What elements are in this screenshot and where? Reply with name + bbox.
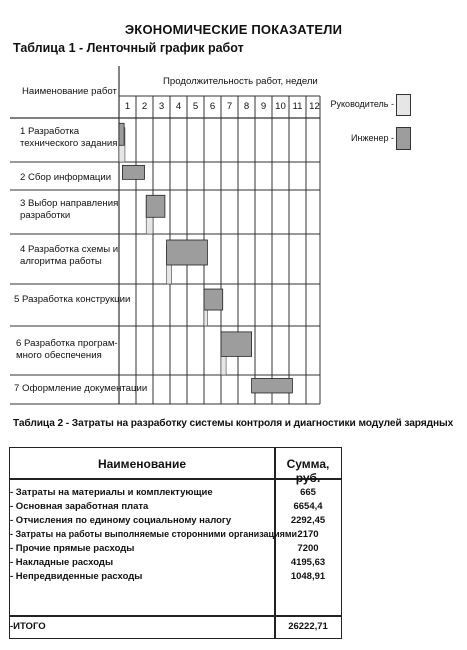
task-1-line-1: 1 Разработка <box>20 126 80 137</box>
task-5-line-1: 5 Разработка конструкции <box>14 294 131 305</box>
legend-manager-swatch <box>396 94 411 116</box>
week-label-5: 5 <box>192 101 199 112</box>
task-4-engineer-bar <box>167 240 208 265</box>
cost-row-7-name: - Непредвиденные расходы <box>10 571 143 582</box>
cost-row-1-name: - Затраты на материалы и комплектующие <box>10 487 213 498</box>
task-label-1 <box>20 126 117 150</box>
cost-table-total-rule <box>10 615 341 617</box>
week-label-4: 4 <box>175 101 182 112</box>
week-label-12: 12 <box>309 101 320 112</box>
week-label-9: 9 <box>260 101 267 112</box>
cost-row-5-name: - Прочие прямые расходы <box>10 543 135 554</box>
task-label-3 <box>20 198 118 222</box>
cost-total-label: -ИТОГО <box>10 621 46 632</box>
week-label-6: 6 <box>209 101 216 112</box>
task-label-5 <box>14 294 130 306</box>
table1-title: Таблица 1 - Ленточный график работ <box>13 41 244 55</box>
legend-engineer-label: Инженер - <box>351 133 394 143</box>
task-7-engineer-bar <box>252 378 293 393</box>
task-5-engineer-bar <box>204 289 223 310</box>
task-3-line-2: разработки <box>20 210 71 221</box>
task-6-engineer-bar <box>221 332 252 357</box>
week-label-3: 3 <box>158 101 165 112</box>
cost-total-value: 26222,71 <box>288 621 328 632</box>
table2-title: Таблица 2 - Затраты на разработку системы контроля и диагностики модулей зарядных <box>13 418 454 429</box>
task-2-engineer-bar <box>122 165 144 179</box>
cost-row-6-value: 4195,63 <box>290 557 326 568</box>
legend-manager-label: Руководитель - <box>330 99 394 109</box>
cost-row-7-value: 1048,91 <box>290 571 326 582</box>
cost-row-6-name: - Накладные расходы <box>10 557 114 568</box>
task-label-6 <box>16 338 118 362</box>
cost-header-sum: Сумма, руб. <box>286 457 330 485</box>
task-column-header: Наименование работ <box>22 86 117 97</box>
task-7-line-1: 7 Оформление документации <box>14 383 148 394</box>
task-4-line-2: алгоритма работы <box>20 256 102 267</box>
cost-header-name: Наименование <box>97 457 187 471</box>
task-1-line-2: технического задания <box>20 138 118 149</box>
week-label-11: 11 <box>292 101 303 112</box>
week-label-7: 7 <box>226 101 233 112</box>
task-label-4 <box>20 244 118 268</box>
page-title: ЭКОНОМИЧЕСКИЕ ПОКАЗАТЕЛИ <box>124 22 343 37</box>
week-label-10: 10 <box>275 101 286 112</box>
cost-row-1-value: 665 <box>300 487 316 498</box>
week-label-2: 2 <box>141 101 148 112</box>
task-1-engineer-bar <box>119 123 124 145</box>
task-3-line-1: 3 Выбор направления <box>20 198 119 209</box>
cost-row-2-name: - Основная заработная плата <box>10 501 149 512</box>
task-2-line-1: 2 Сбор информации <box>20 172 112 183</box>
cost-table <box>9 447 342 639</box>
cost-row-4-name: - Затраты на работы выполняемые сторонними организациями <box>10 529 298 539</box>
cost-row-2-value: 6654,4 <box>293 501 323 512</box>
cost-row-3-name: - Отчисления по единому социальному налогу <box>10 515 232 526</box>
gantt-bars <box>119 123 292 393</box>
week-label-1: 1 <box>124 101 131 112</box>
legend-engineer-swatch <box>396 127 411 150</box>
task-6-line-2: много обеспечения <box>16 350 102 361</box>
week-label-8: 8 <box>243 101 250 112</box>
cost-row-3-value: 2292,45 <box>290 515 326 526</box>
cost-row-5-value: 7200 <box>297 543 319 554</box>
task-label-7 <box>14 383 147 395</box>
task-6-line-1: 6 Разработка програм- <box>16 338 118 349</box>
duration-column-header: Продолжительность работ, недели <box>163 76 318 87</box>
cost-row-4-value: 2170 <box>297 529 319 540</box>
task-4-line-1: 4 Разработка схемы и <box>20 244 119 255</box>
task-3-engineer-bar <box>146 195 165 217</box>
task-label-2 <box>20 172 111 184</box>
